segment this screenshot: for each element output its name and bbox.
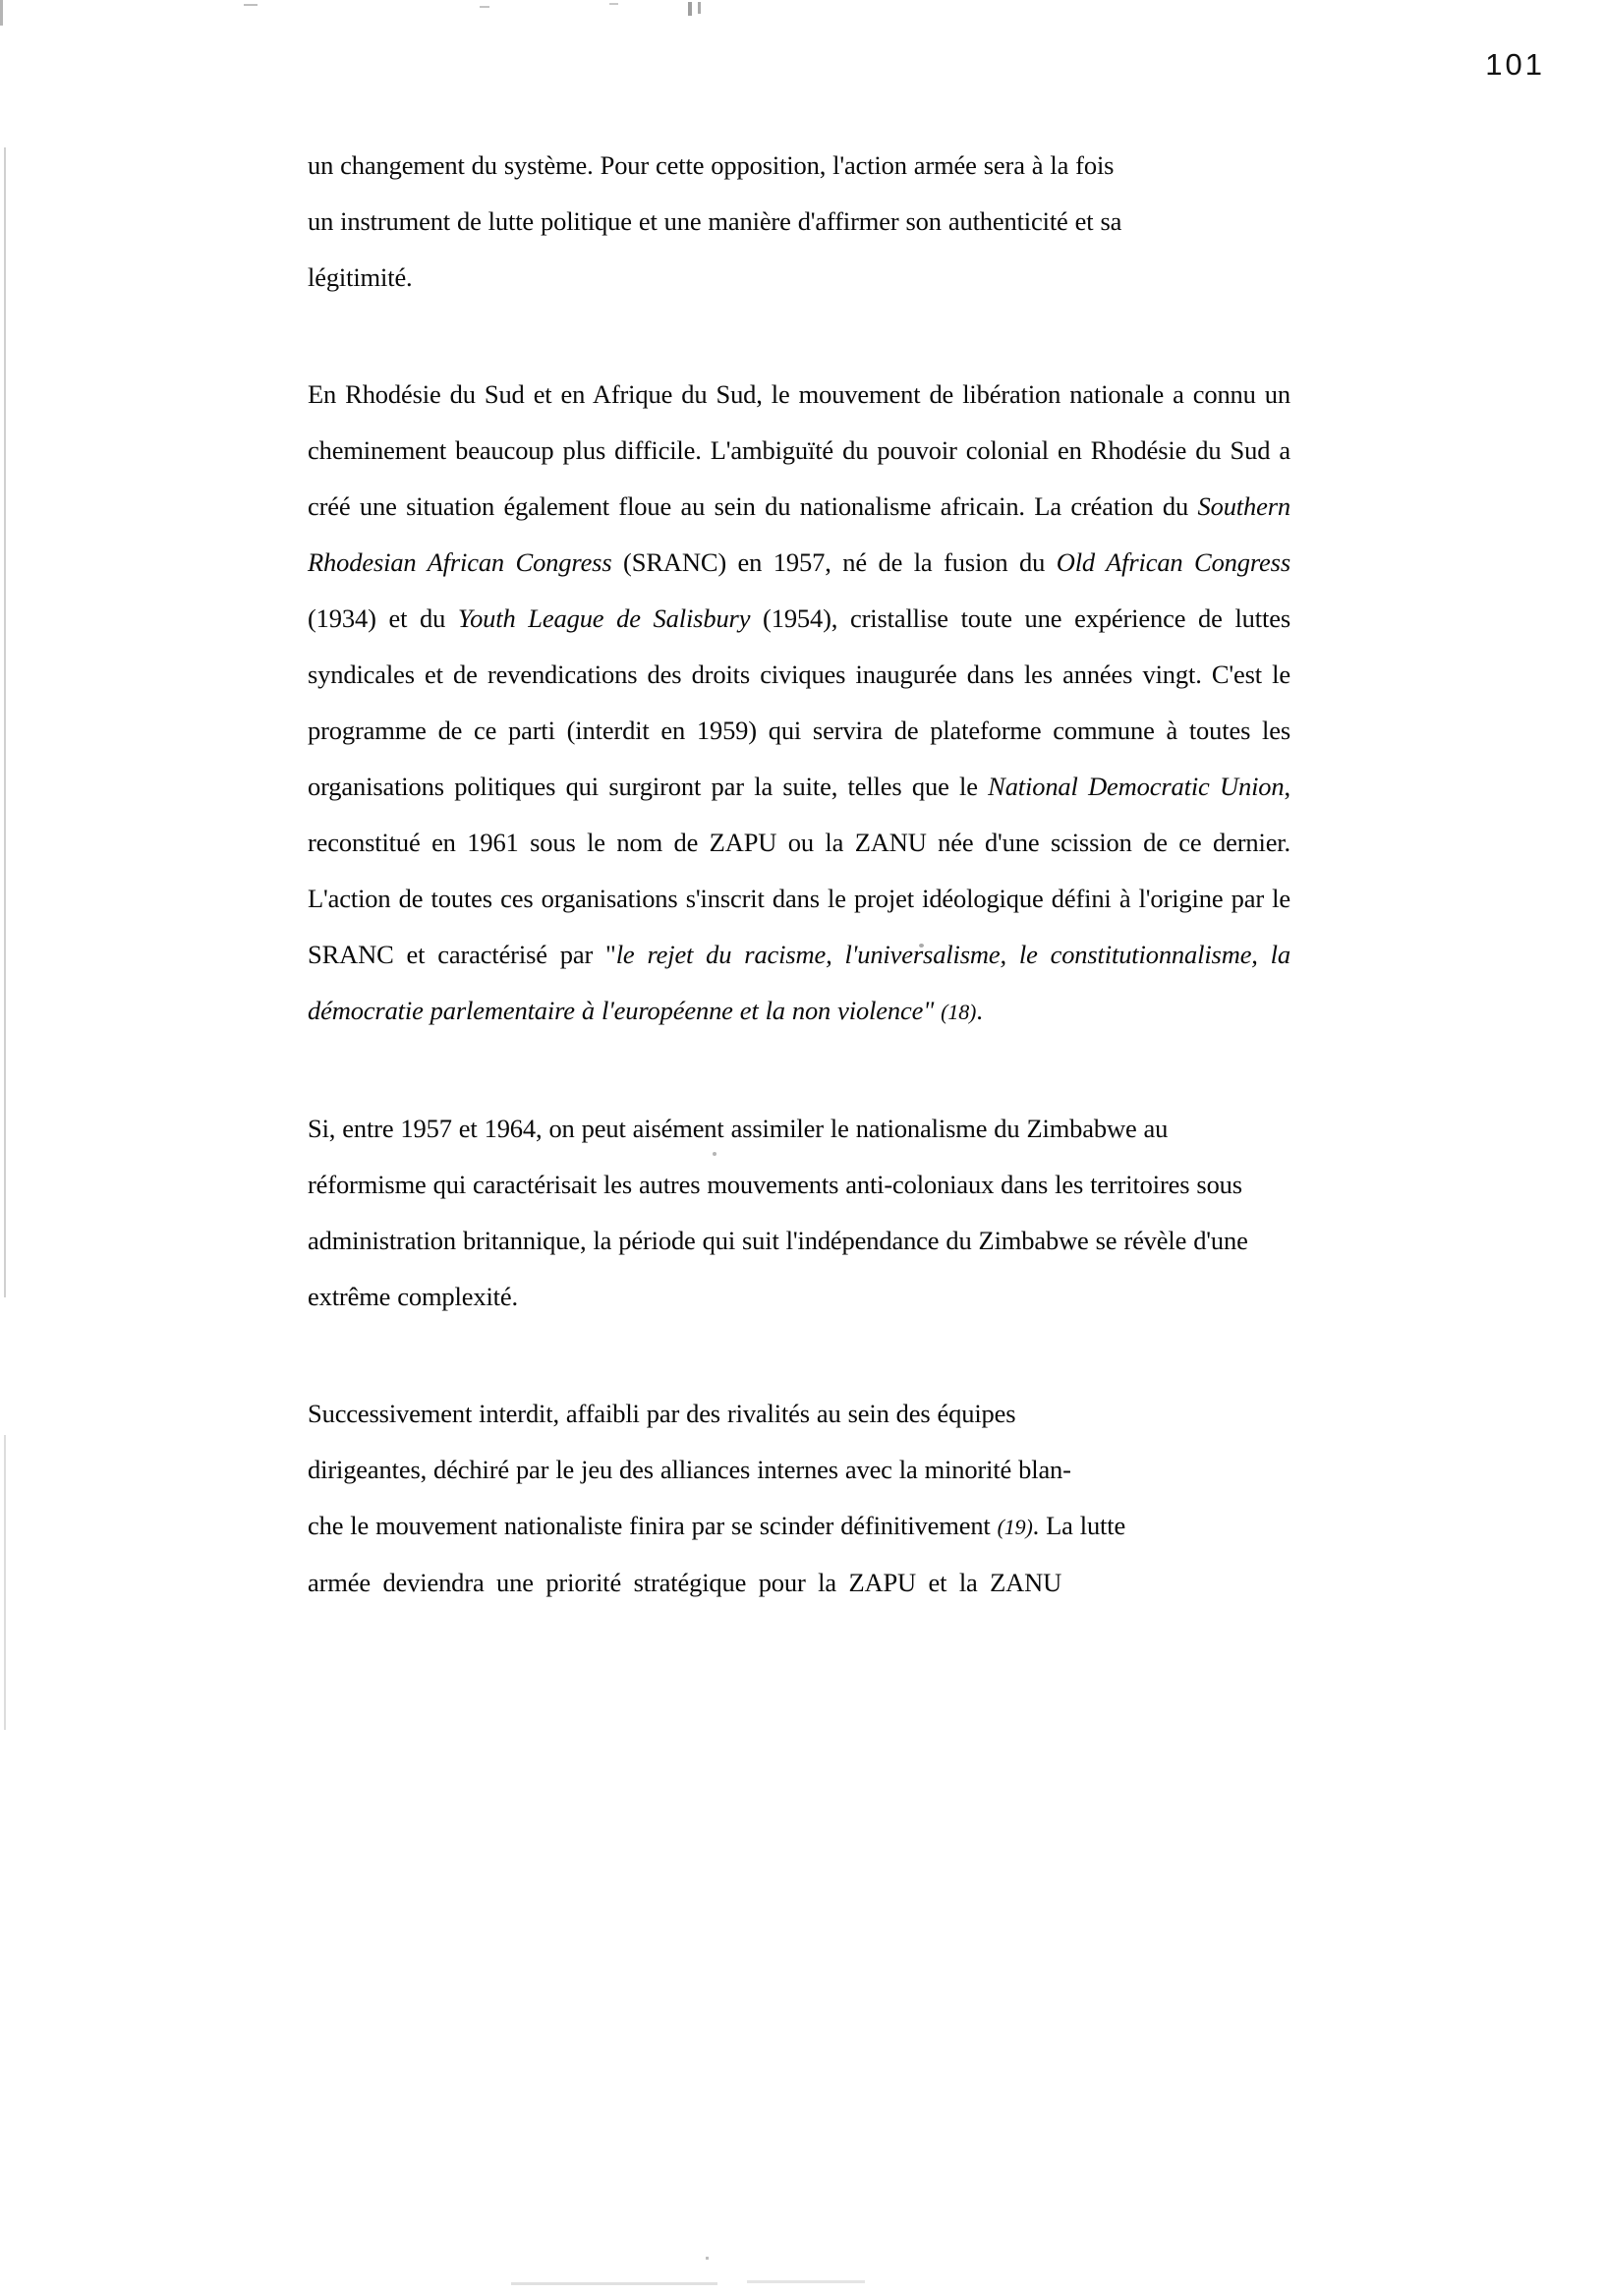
paragraph-1 bbox=[308, 138, 1290, 306]
paragraph-1-line-3: légitimité. bbox=[308, 262, 413, 292]
title-youth-league-de-salisbury: Youth League de Salisbury bbox=[457, 603, 751, 633]
scan-artifact-edge-left bbox=[0, 0, 3, 26]
paragraph-4-line-3-text-1: che le mouvement nationaliste finira par se scinder définitivement bbox=[308, 1511, 998, 1540]
scan-artifact-top-mark-3 bbox=[609, 3, 618, 5]
scan-artifact-top-mark-1 bbox=[244, 4, 258, 6]
paragraph-2 bbox=[308, 367, 1290, 1040]
paragraph-2-text-5: , reconstitué en 1961 sous le nom de ZAPU ou la ZANU née d'une scission de ce dernier. L'action de toutes ces organisations s'inscrit dans le projet idéologique défini à l'origine par le SRANC et caractérisé par bbox=[308, 772, 1290, 969]
page-number: 101 bbox=[1485, 47, 1545, 82]
quotation-open-mark: " bbox=[605, 940, 616, 969]
paragraph-gap-1 bbox=[308, 306, 1290, 367]
paragraph-4-line-2-text: dirigeantes, déchiré par le jeu des alliances internes avec la minorité blan- bbox=[308, 1455, 1071, 1484]
scan-artifact-top-mark-5 bbox=[698, 2, 701, 14]
paragraph-3-text: Si, entre 1957 et 1964, on peut aisément assimiler le nationalisme du Zimbabwe au réformisme qui caractérisait les autres mouvements anti-coloniaux dans les territoires sous administration britannique, la période qui suit l'indépendance du Zimbabwe se révèle d'une extrême complexité. bbox=[308, 1114, 1248, 1311]
scan-artifact-top-mark-2 bbox=[480, 6, 489, 8]
paragraph-1-line-2: un instrument de lutte politique et une manière d'affirmer son authenticité et sa bbox=[308, 206, 1122, 236]
text-body bbox=[308, 138, 1290, 1611]
paragraph-4-line-2 bbox=[308, 1442, 1290, 1498]
paragraph-2-text-6: . bbox=[976, 996, 983, 1025]
title-national-democratic-union: National Democratic Union bbox=[988, 772, 1285, 801]
paragraph-2-text-2: (SRANC) en 1957, né de la fusion du bbox=[611, 547, 1057, 577]
title-southern-rhodesian-african-congress: Southern Rhodesian African Congress bbox=[308, 491, 1290, 577]
paragraph-3 bbox=[308, 1101, 1290, 1325]
paragraph-2-text-3: (1934) et du bbox=[308, 603, 458, 633]
scan-artifact-left-rail bbox=[4, 147, 6, 1297]
quotation-sranc-principles: le rejet du racisme, l'universalisme, le constitutionnalisme, la démocratie parlementaire à l'européenne et la non violence" bbox=[308, 940, 1290, 1025]
footnote-reference-19: (19) bbox=[997, 1515, 1033, 1539]
paragraph-1-line-1: un changement du système. Pour cette opposition, l'action armée sera à la fois bbox=[308, 150, 1115, 180]
paragraph-gap-2 bbox=[308, 1040, 1290, 1101]
title-old-african-congress: Old African Congress bbox=[1056, 547, 1290, 577]
paragraph-4-line-1-2 bbox=[308, 1386, 1290, 1442]
paragraph-4-line-3-text-2: . La lutte bbox=[1032, 1511, 1126, 1540]
scan-artifact-left-rail-2 bbox=[4, 1435, 6, 1730]
scan-artifact-top-mark-4 bbox=[688, 2, 692, 16]
paragraph-2-text-1: En Rhodésie du Sud et en Afrique du Sud, le mouvement de libération nationale a connu un cheminement beaucoup plus difficile. L'ambiguïté du pouvoir colonial en Rhodésie du Sud a créé une situation également floue au sein du nationalisme africain. La création du bbox=[308, 379, 1290, 521]
paragraph-gap-3 bbox=[308, 1325, 1290, 1386]
paragraph-2-text-4: (1954), cristallise toute une expérience de luttes syndicales et de revendications des droits civiques inaugurée dans les années vingt. C'est le programme de ce parti (interdit en 1959) qui servira de plateforme commune à toutes les organisations politiques qui surgiront par la suite, telles que le bbox=[308, 603, 1290, 801]
scan-artifact-bottom-2 bbox=[747, 2280, 865, 2283]
scan-artifact-speck-3 bbox=[706, 2257, 709, 2260]
paragraph-4-line-4 bbox=[308, 1555, 1290, 1611]
paragraph-4-line-1: Successivement interdit, affaibli par des rivalités au sein des équipes bbox=[308, 1399, 1016, 1428]
scan-artifact-bottom-1 bbox=[511, 2282, 717, 2285]
paragraph-4-line-3 bbox=[308, 1498, 1290, 1555]
paragraph-4-line-4-text: armée deviendra une priorité stratégique pour la ZAPU et la ZANU bbox=[308, 1568, 1062, 1597]
footnote-reference-18: (18) bbox=[941, 1000, 977, 1024]
